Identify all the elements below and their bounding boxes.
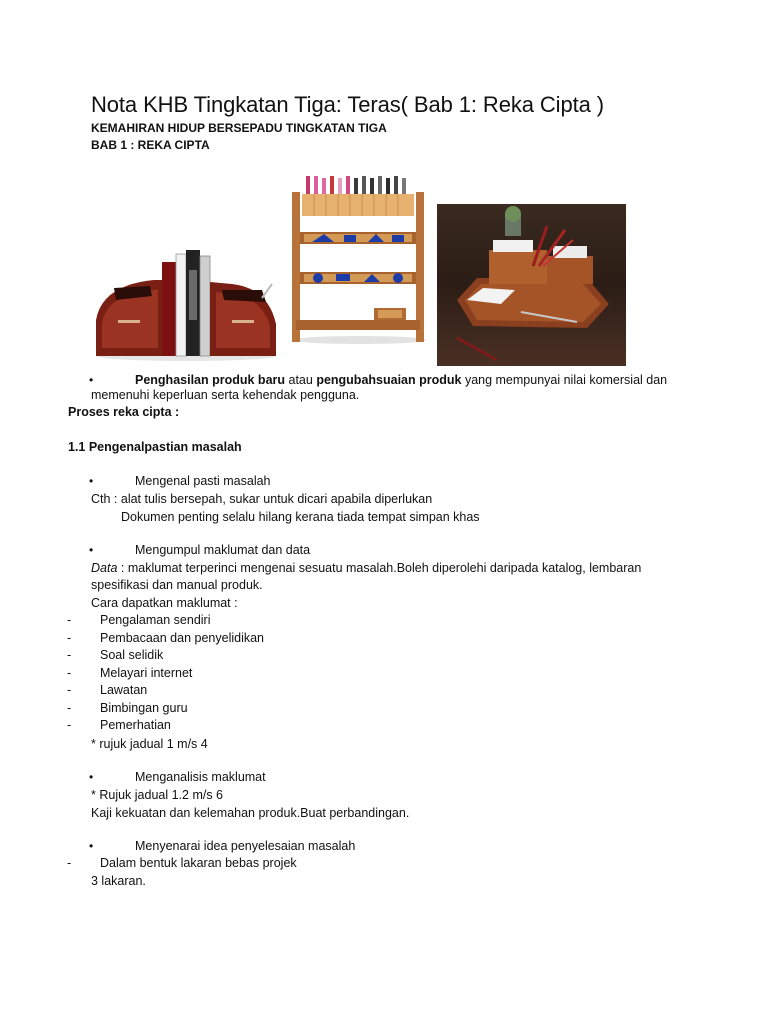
proses-heading: Proses reka cipta : — [68, 405, 180, 419]
intro-bold-2: pengubahsuaian produk — [316, 373, 462, 387]
step3-line: Kaji kekuatan dan kelemahan produk.Buat perbandingan. — [91, 806, 410, 820]
list-item: Pemerhatian — [100, 718, 171, 732]
step3-rujuk: * Rujuk jadual 1.2 m/s 6 — [91, 788, 224, 802]
bookends-photo — [92, 240, 280, 362]
dash-icon: - — [67, 613, 72, 627]
subtitle-chapter: BAB 1 : REKA CIPTA — [91, 138, 210, 152]
list-item: Melayari internet — [100, 666, 193, 680]
list-item: Bimbingan guru — [100, 701, 188, 715]
cara-heading: Cara dapatkan maklumat : — [91, 596, 238, 610]
step2-data-line-2: spesifikasi dan manual produk. — [91, 578, 263, 592]
list-item: Lawatan — [100, 683, 148, 697]
step4-item: Dalam bentuk lakaran bebas projek — [100, 856, 297, 870]
bookend-left-label — [118, 320, 140, 323]
data-term: Data — [91, 561, 118, 575]
list-item: Pembacaan dan penyelidikan — [100, 631, 265, 645]
intro-mid: atau — [285, 373, 317, 387]
step2-label: Mengumpul maklumat dan data — [135, 543, 311, 557]
wooden-shelf-photo — [288, 172, 430, 344]
dash-icon: - — [67, 631, 72, 645]
bullet-icon: • — [89, 770, 94, 784]
dash-icon: - — [67, 701, 72, 715]
intro-bold-1: Penghasilan produk baru — [135, 373, 286, 387]
section-heading: 1.1 Pengenalpastian masalah — [68, 440, 242, 454]
step1-line-2: Dokumen penting selalu hilang kerana tiada tempat simpan khas — [121, 510, 480, 524]
dash-icon: - — [67, 683, 72, 697]
data-definition: : maklumat terperinci mengenai sesuatu masalah.Boleh diperolehi daripada katalog, lembaran — [117, 561, 642, 575]
intro-line-1 — [135, 373, 667, 387]
page-title: Nota KHB Tingkatan Tiga: Teras( Bab 1: Reka Cipta ) — [91, 92, 604, 117]
dash-icon: - — [67, 648, 72, 662]
bullet-icon: • — [89, 543, 94, 557]
list-item: Soal selidik — [100, 648, 164, 662]
desk-organizer-photo — [437, 204, 626, 366]
step2-rujuk: * rujuk jadual 1 m/s 4 — [91, 737, 208, 751]
step1-line-1: Cth : alat tulis bersepah, sukar untuk dicari apabila diperlukan — [91, 492, 433, 506]
step3-label: Menganalisis maklumat — [135, 770, 266, 784]
step4-line: 3 lakaran. — [91, 874, 146, 888]
dash-icon: - — [67, 718, 72, 732]
bookend-right-label — [232, 320, 254, 323]
intro-rest: yang mempunyai nilai komersial dan — [461, 373, 668, 387]
intro-line-2: memenuhi keperluan serta kehendak pengguna. — [91, 388, 360, 402]
step2-data-line-1 — [91, 561, 641, 575]
bullet-icon: • — [89, 839, 94, 853]
step1-label: Mengenal pasti masalah — [135, 474, 271, 488]
step4-label: Menyenarai idea penyelesaian masalah — [135, 839, 356, 853]
dash-icon: - — [67, 856, 72, 870]
bullet-icon: • — [89, 474, 94, 488]
bullet-icon: • — [89, 373, 94, 387]
subtitle-course: KEMAHIRAN HIDUP BERSEPADU TINGKATAN TIGA — [91, 121, 387, 135]
list-item: Pengalaman sendiri — [100, 613, 211, 627]
dash-icon: - — [67, 666, 72, 680]
